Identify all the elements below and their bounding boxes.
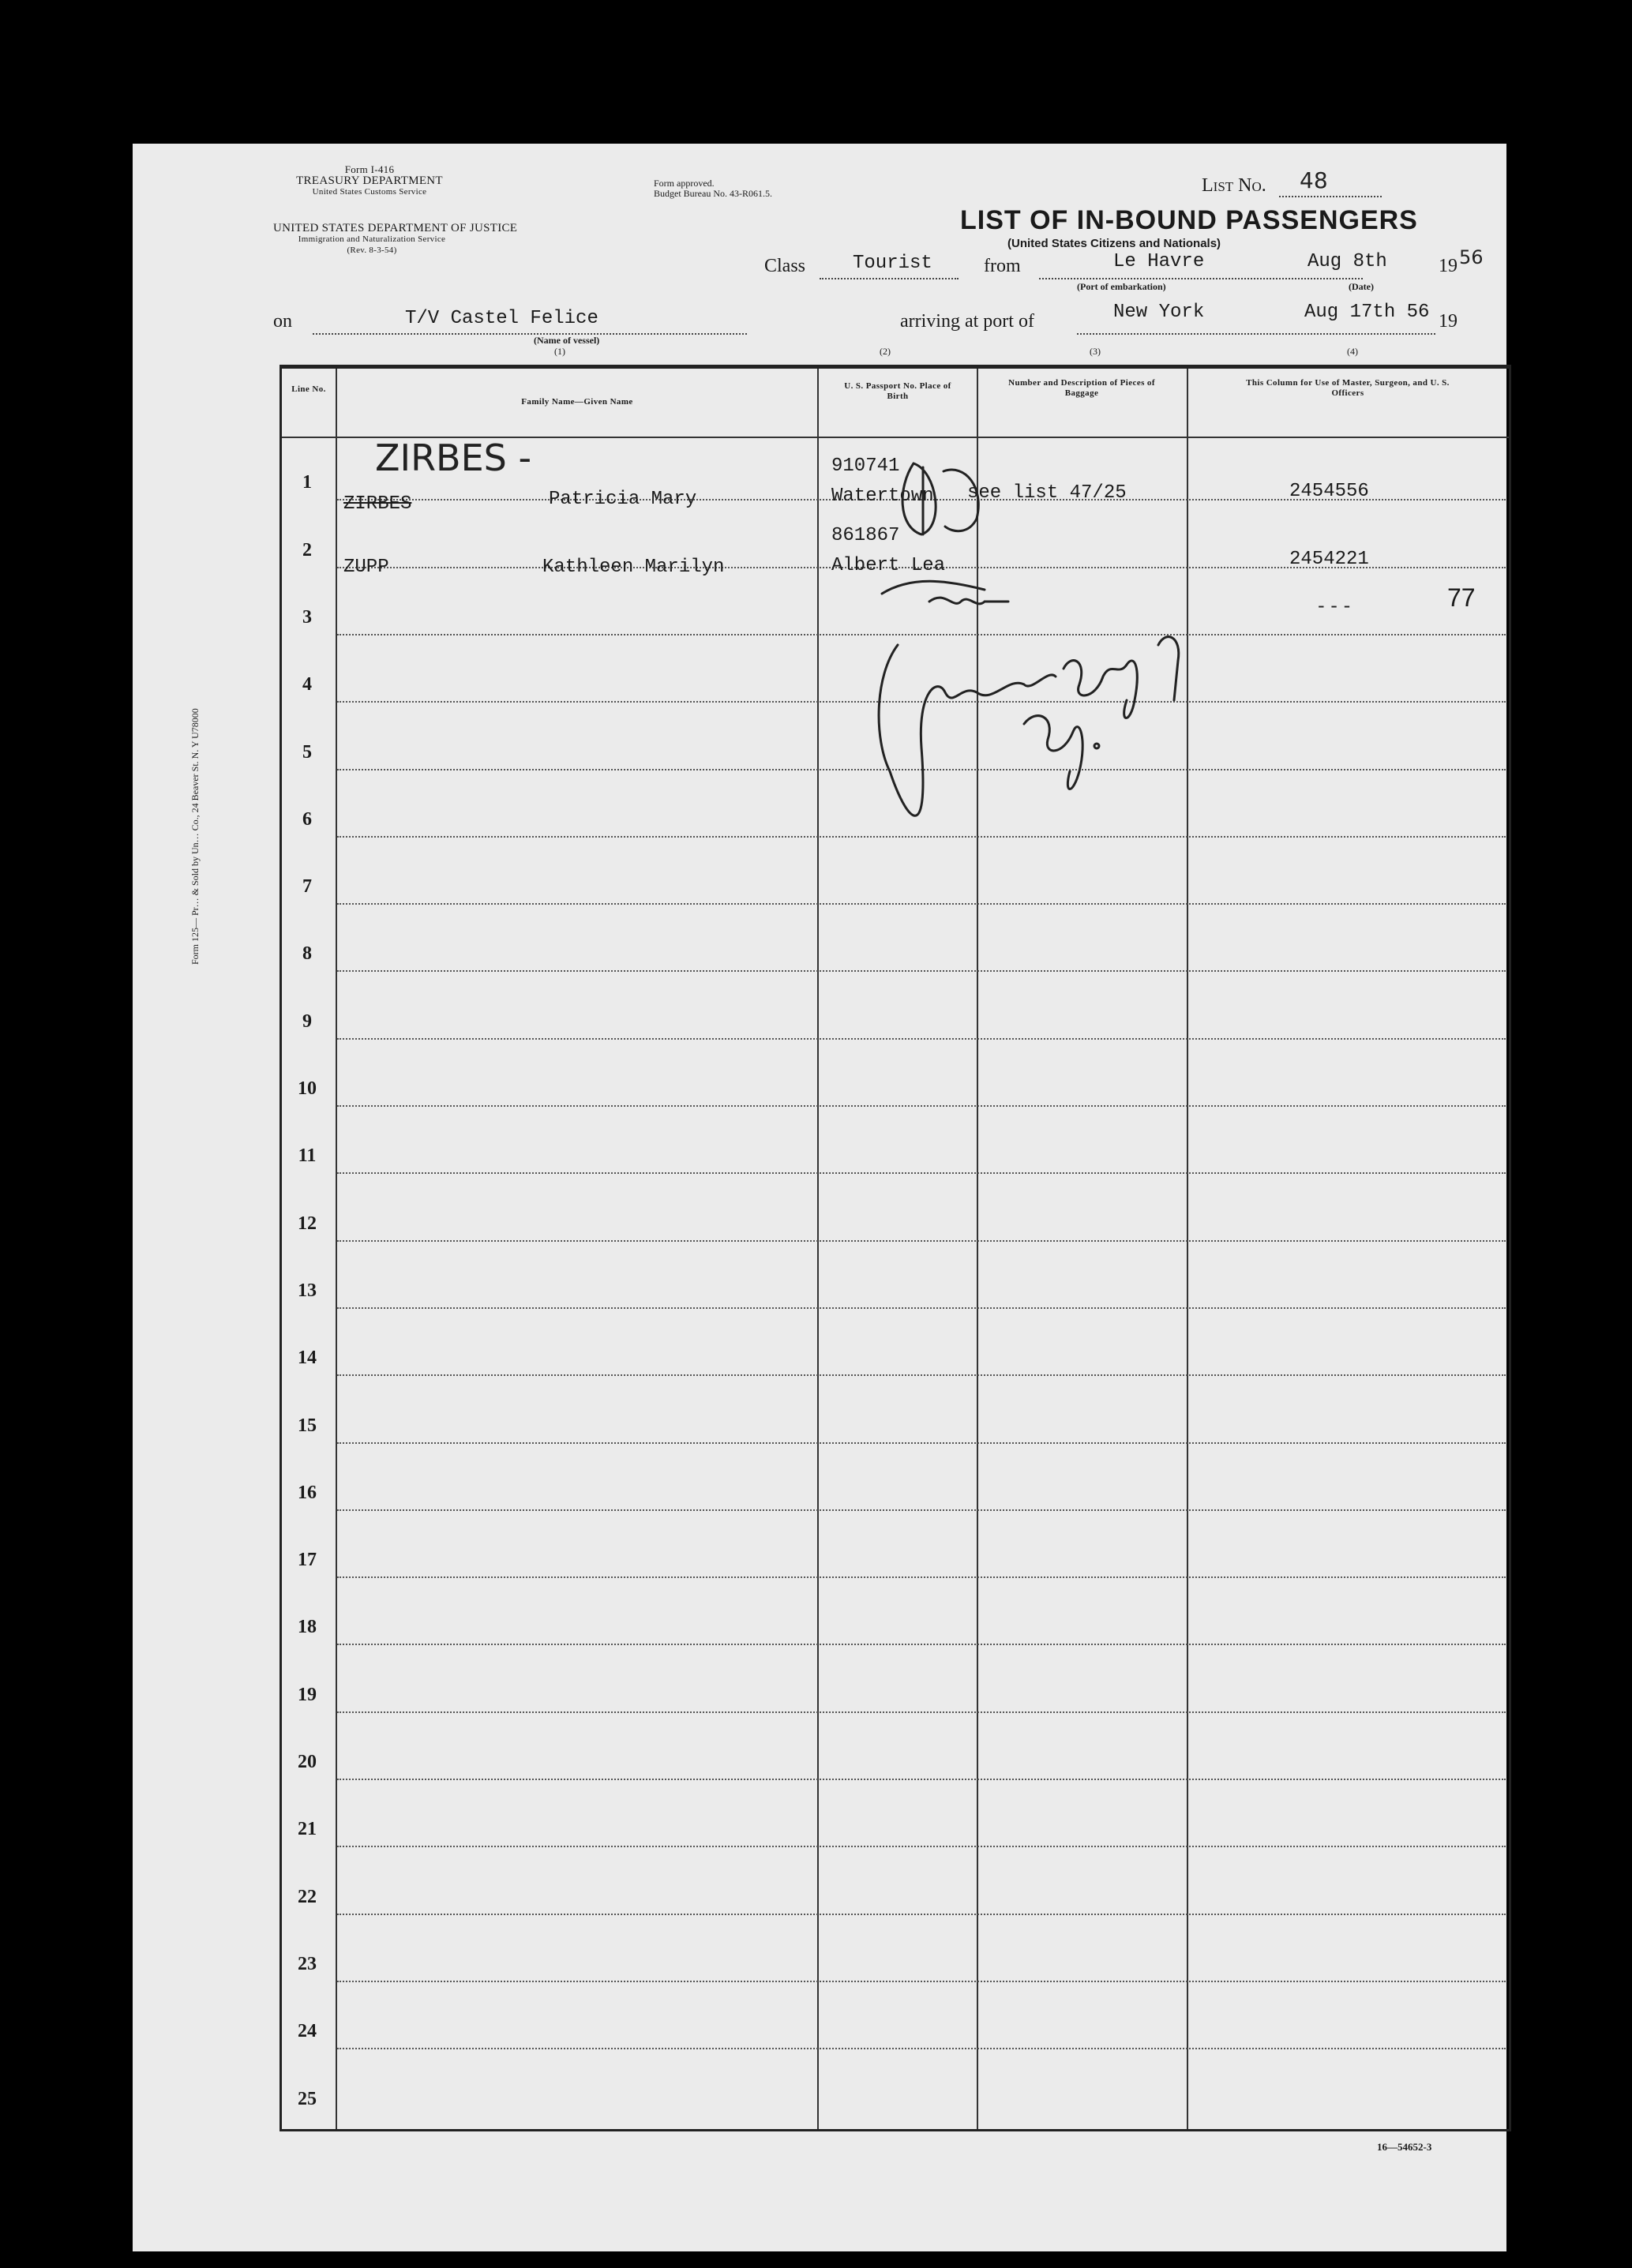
line-number: 11 bbox=[298, 1145, 317, 1167]
year-value: 56 bbox=[1459, 246, 1484, 268]
printer-side-note: Form 125— Pr… & Sold by Un… Co., 24 Beaver St. N. Y U78000 bbox=[189, 708, 201, 965]
col-num-4: (4) bbox=[1347, 346, 1358, 357]
class-label: Class bbox=[764, 256, 806, 276]
line-number: 19 bbox=[298, 1684, 317, 1705]
year-prefix-2: 19 bbox=[1439, 311, 1458, 332]
justice-header bbox=[273, 222, 518, 256]
line-number: 22 bbox=[298, 1886, 317, 1907]
passenger-table bbox=[280, 365, 1511, 2131]
approval-block bbox=[654, 178, 772, 199]
table-row bbox=[337, 1576, 1506, 1578]
table-row bbox=[337, 1779, 1506, 1780]
table-row bbox=[337, 1038, 1506, 1040]
entry-1-family-struck: ZIRBES bbox=[343, 493, 412, 515]
line-number: 7 bbox=[302, 876, 312, 898]
col-header-passport: U. S. Passport No. Place of Birth bbox=[844, 381, 951, 401]
date-caption: (Date) bbox=[1349, 281, 1374, 292]
line-number: 1 bbox=[302, 472, 312, 493]
entry-1-baggage: see list 47/25 bbox=[967, 482, 1127, 504]
line-number: 21 bbox=[298, 1819, 317, 1840]
line-number: 25 bbox=[298, 2088, 317, 2109]
col-header-officers: This Column for Use of Master, Surgeon, and U. S. Officers bbox=[1246, 378, 1450, 398]
approval-text: Form approved. bbox=[654, 178, 715, 189]
class-dots bbox=[820, 278, 959, 279]
line-number: 2 bbox=[302, 539, 312, 560]
col-num-2: (2) bbox=[880, 346, 891, 357]
justice-dept: UNITED STATES DEPARTMENT OF JUSTICE bbox=[273, 222, 518, 234]
list-no-value: 48 bbox=[1300, 167, 1328, 193]
page-title: LIST OF IN-BOUND PASSENGERS bbox=[960, 205, 1418, 235]
from-label: from bbox=[984, 256, 1021, 276]
handwritten-signature-icon bbox=[866, 440, 1245, 882]
table-row bbox=[337, 1172, 1506, 1174]
col-num-1: (1) bbox=[554, 346, 565, 357]
table-row bbox=[337, 1307, 1506, 1309]
table-row bbox=[337, 1374, 1506, 1376]
line-number: 3 bbox=[302, 606, 312, 628]
line-number: 10 bbox=[298, 1078, 317, 1099]
entry-1-given: Patricia Mary bbox=[549, 489, 697, 510]
entry-1-passport: 910741 bbox=[831, 455, 900, 477]
table-row bbox=[337, 1981, 1506, 1982]
table-row bbox=[337, 1914, 1506, 1915]
agency-header bbox=[275, 164, 464, 197]
line-number: 4 bbox=[302, 674, 312, 695]
entry-1-officer-no: 2454556 bbox=[1289, 481, 1369, 502]
line-number: 9 bbox=[302, 1010, 312, 1032]
line-number: 16 bbox=[298, 1482, 317, 1503]
line-number: 24 bbox=[298, 2021, 317, 2042]
line-number: 8 bbox=[302, 943, 312, 965]
vessel-dots bbox=[313, 333, 747, 335]
col-num-3: (3) bbox=[1090, 346, 1101, 357]
line-number: 5 bbox=[302, 741, 312, 763]
line-number: 6 bbox=[302, 808, 312, 830]
line-number: 20 bbox=[298, 1752, 317, 1772]
line-number: 14 bbox=[298, 1348, 317, 1369]
entry-2-officer-no: 2454221 bbox=[1289, 549, 1369, 570]
count-annotation: 77 bbox=[1447, 583, 1476, 612]
entry-2-given: Kathleen Marilyn bbox=[542, 557, 725, 578]
table-row bbox=[337, 1711, 1506, 1713]
line-number: 23 bbox=[298, 1953, 317, 1974]
footer-code: 16—54652-3 bbox=[1377, 2141, 1432, 2153]
table-row bbox=[337, 1644, 1506, 1645]
list-no-label: List No. bbox=[1202, 175, 1266, 196]
entry-2-birthplace: Albert Lea bbox=[831, 555, 946, 576]
customs-service: United States Customs Service bbox=[312, 187, 427, 197]
vessel-caption: (Name of vessel) bbox=[534, 335, 600, 346]
class-value: Tourist bbox=[853, 253, 932, 274]
table-row bbox=[337, 1846, 1506, 1847]
line-number: 15 bbox=[298, 1415, 317, 1436]
revision: (Rev. 8-3-54) bbox=[347, 246, 397, 255]
ins-service: Immigration and Naturalization Service bbox=[298, 234, 446, 244]
from-value: Le Havre bbox=[1113, 251, 1205, 272]
budget-bureau: Budget Bureau No. 43-R061.5. bbox=[654, 188, 772, 199]
entry-1-family-handwritten: ZIRBES - bbox=[375, 437, 532, 479]
entry-1-birthplace: Watertown bbox=[831, 485, 934, 507]
arrival-dots bbox=[1077, 333, 1435, 335]
form-number: Form I-416 bbox=[344, 163, 395, 175]
col-header-name: Family Name—Given Name bbox=[521, 397, 633, 407]
table-row bbox=[337, 1442, 1506, 1444]
table-row bbox=[337, 2048, 1506, 2049]
col-header-line: Line No. bbox=[291, 384, 326, 394]
entry-2-family: ZUPP bbox=[343, 557, 389, 578]
form-page bbox=[133, 144, 1506, 2251]
treasury-dept: TREASURY DEPARTMENT bbox=[296, 174, 443, 187]
table-row bbox=[337, 1509, 1506, 1511]
list-no-dots bbox=[1279, 196, 1382, 197]
entry-2-passport: 861867 bbox=[831, 525, 900, 546]
table-row bbox=[337, 1240, 1506, 1242]
on-label: on bbox=[273, 311, 292, 332]
dash-mark: - - - bbox=[1318, 594, 1351, 617]
year-prefix: 19 bbox=[1439, 256, 1458, 276]
arrival-port: New York bbox=[1113, 302, 1205, 323]
from-dots bbox=[1039, 278, 1363, 279]
line-number: 18 bbox=[298, 1617, 317, 1638]
date-value: Aug 8th bbox=[1307, 251, 1387, 272]
col-header-baggage: Number and Description of Pieces of Baggage bbox=[1008, 378, 1155, 398]
line-number: 13 bbox=[298, 1280, 317, 1301]
table-row bbox=[337, 903, 1506, 905]
table-row bbox=[337, 1105, 1506, 1107]
port-caption: (Port of embarkation) bbox=[1077, 281, 1166, 292]
arriving-label: arriving at port of bbox=[900, 311, 1034, 332]
line-number: 12 bbox=[298, 1213, 317, 1234]
line-number: 17 bbox=[298, 1550, 317, 1571]
table-row bbox=[337, 970, 1506, 972]
arrival-date: Aug 17th 56 bbox=[1304, 302, 1430, 323]
vessel-value: T/V Castel Felice bbox=[405, 308, 598, 329]
page-subtitle: (United States Citizens and Nationals) bbox=[1007, 237, 1221, 250]
